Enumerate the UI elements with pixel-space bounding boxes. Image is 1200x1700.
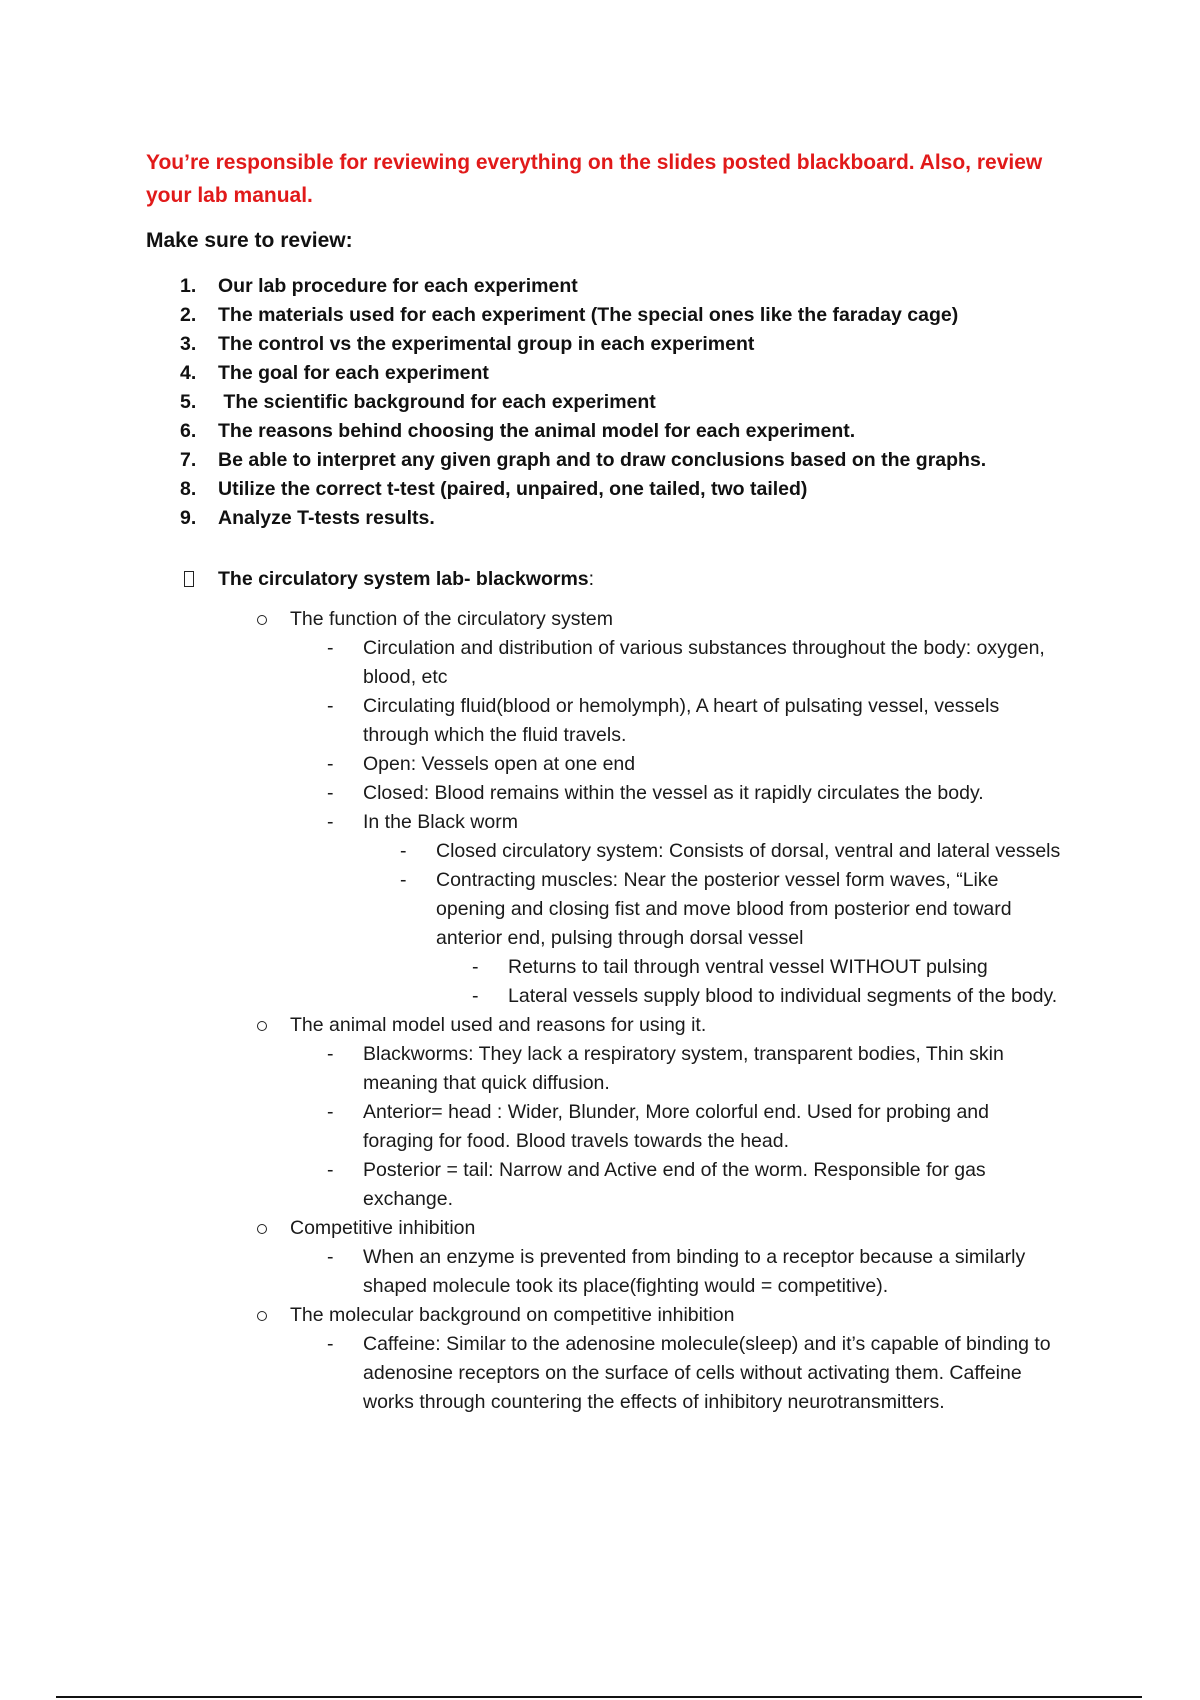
dash-marker: -	[400, 869, 407, 891]
review-item	[180, 301, 1080, 330]
review-item-text: The control vs the experimental group in each experiment	[218, 333, 755, 355]
review-item-number: 1.	[180, 275, 197, 297]
review-item-number: 4.	[180, 362, 197, 384]
outline-line: When an enzyme is prevented from binding to a receptor because a similarly	[363, 1246, 1026, 1268]
review-numbered-list	[180, 272, 1080, 533]
dash-marker: -	[327, 1101, 334, 1123]
dash-marker: -	[472, 956, 479, 978]
outline-heading: The function of the circulatory system	[290, 608, 613, 630]
outline-line: Closed: Blood remains within the vessel as it rapidly circulates the body.	[363, 782, 984, 804]
review-item	[180, 417, 1080, 446]
review-item-number: 2.	[180, 304, 197, 326]
outline-line: works through countering the effects of inhibitory neurotransmitters.	[363, 1391, 945, 1413]
dash-marker: -	[327, 782, 334, 804]
outline-heading: The animal model used and reasons for using it.	[290, 1014, 707, 1036]
review-item-text: Analyze T-tests results.	[218, 507, 435, 529]
outline-line: Circulating fluid(blood or hemolymph), A heart of pulsating vessel, vessels	[363, 695, 1000, 717]
dash-marker: -	[400, 840, 407, 862]
dash-marker: -	[327, 753, 334, 775]
hollow-bullet-icon	[257, 1021, 267, 1031]
outline-line: In the Black worm	[363, 811, 518, 833]
dash-marker: -	[327, 1333, 334, 1355]
hollow-bullet-icon	[257, 1224, 267, 1234]
dash-marker: -	[327, 1043, 334, 1065]
outline-line: Contracting muscles: Near the posterior vessel form waves, “Like	[436, 869, 999, 891]
outline-line: Anterior= head : Wider, Blunder, More colorful end. Used for probing and	[363, 1101, 989, 1123]
outline-heading: Competitive inhibition	[290, 1217, 476, 1239]
outline-line: Lateral vessels supply blood to individual segments of the body.	[508, 985, 1058, 1007]
outline-line: adenosine receptors on the surface of cells without activating them. Caffeine	[363, 1362, 1022, 1384]
outline-heading: The molecular background on competitive inhibition	[290, 1304, 735, 1326]
dash-marker: -	[327, 695, 334, 717]
review-item-number: 7.	[180, 449, 197, 471]
dash-marker: -	[472, 985, 479, 1007]
outline-line: through which the fluid travels.	[363, 724, 627, 746]
review-item	[180, 359, 1080, 388]
outline-line: Caffeine: Similar to the adenosine molecule(sleep) and it’s capable of binding to	[363, 1333, 1051, 1355]
outline-line: meaning that quick diffusion.	[363, 1072, 610, 1094]
review-item-number: 3.	[180, 333, 197, 355]
review-item	[180, 446, 1080, 475]
outline-line: Returns to tail through ventral vessel WITHOUT pulsing	[508, 956, 988, 978]
dash-marker: -	[327, 637, 334, 659]
responsibility-notice: You’re responsible for reviewing everything on the slides posted blackboard. Also, review your lab manual.	[146, 151, 1043, 207]
review-item-number: 6.	[180, 420, 197, 442]
review-item	[180, 388, 1080, 417]
review-item-number: 5.	[180, 391, 197, 413]
outline-line: Posterior = tail: Narrow and Active end of the worm. Responsible for gas	[363, 1159, 986, 1181]
section-heading	[180, 564, 594, 594]
outline-line: shaped molecule took its place(fighting would = competitive).	[363, 1275, 889, 1297]
review-item-number: 8.	[180, 478, 197, 500]
outline-line: anterior end, pulsing through dorsal vessel	[436, 927, 804, 949]
review-item-text: The materials used for each experiment (The special ones like the faraday cage)	[218, 304, 959, 326]
review-item-text: The scientific background for each experiment	[218, 391, 656, 413]
section-title-suffix: :	[588, 568, 595, 590]
outline-line: Blackworms: They lack a respiratory system, transparent bodies, Thin skin	[363, 1043, 1004, 1065]
hollow-bullet-icon	[257, 1311, 267, 1321]
review-item-text: Utilize the correct t-test (paired, unpaired, one tailed, two tailed)	[218, 478, 808, 500]
review-item	[180, 475, 1080, 504]
checkbox-icon	[184, 571, 194, 587]
bottom-rule	[56, 1696, 1142, 1698]
review-item-text: The goal for each experiment	[218, 362, 489, 384]
review-item-text: Our lab procedure for each experiment	[218, 275, 578, 297]
review-item-text: The reasons behind choosing the animal model for each experiment.	[218, 420, 856, 442]
review-item	[180, 504, 1080, 533]
dash-marker: -	[327, 1246, 334, 1268]
review-item-text: Be able to interpret any given graph and to draw conclusions based on the graphs.	[218, 449, 987, 471]
section-title: The circulatory system lab- blackworms	[218, 568, 589, 590]
outline-line: Closed circulatory system: Consists of dorsal, ventral and lateral vessels	[436, 840, 1061, 862]
review-item-number: 9.	[180, 507, 197, 529]
dash-marker: -	[327, 811, 334, 833]
outline-line: foraging for food. Blood travels towards the head.	[363, 1130, 790, 1152]
review-item	[180, 330, 1080, 359]
review-heading: Make sure to review:	[146, 229, 353, 252]
outline-line: Circulation and distribution of various substances throughout the body: oxygen,	[363, 637, 1045, 659]
outline-line: Open: Vessels open at one end	[363, 753, 636, 775]
outline-line: blood, etc	[363, 666, 448, 688]
outline-line: opening and closing fist and move blood from posterior end toward	[436, 898, 1012, 920]
review-item	[180, 272, 1080, 301]
outline-line: exchange.	[363, 1188, 453, 1210]
dash-marker: -	[327, 1159, 334, 1181]
hollow-bullet-icon	[257, 615, 267, 625]
